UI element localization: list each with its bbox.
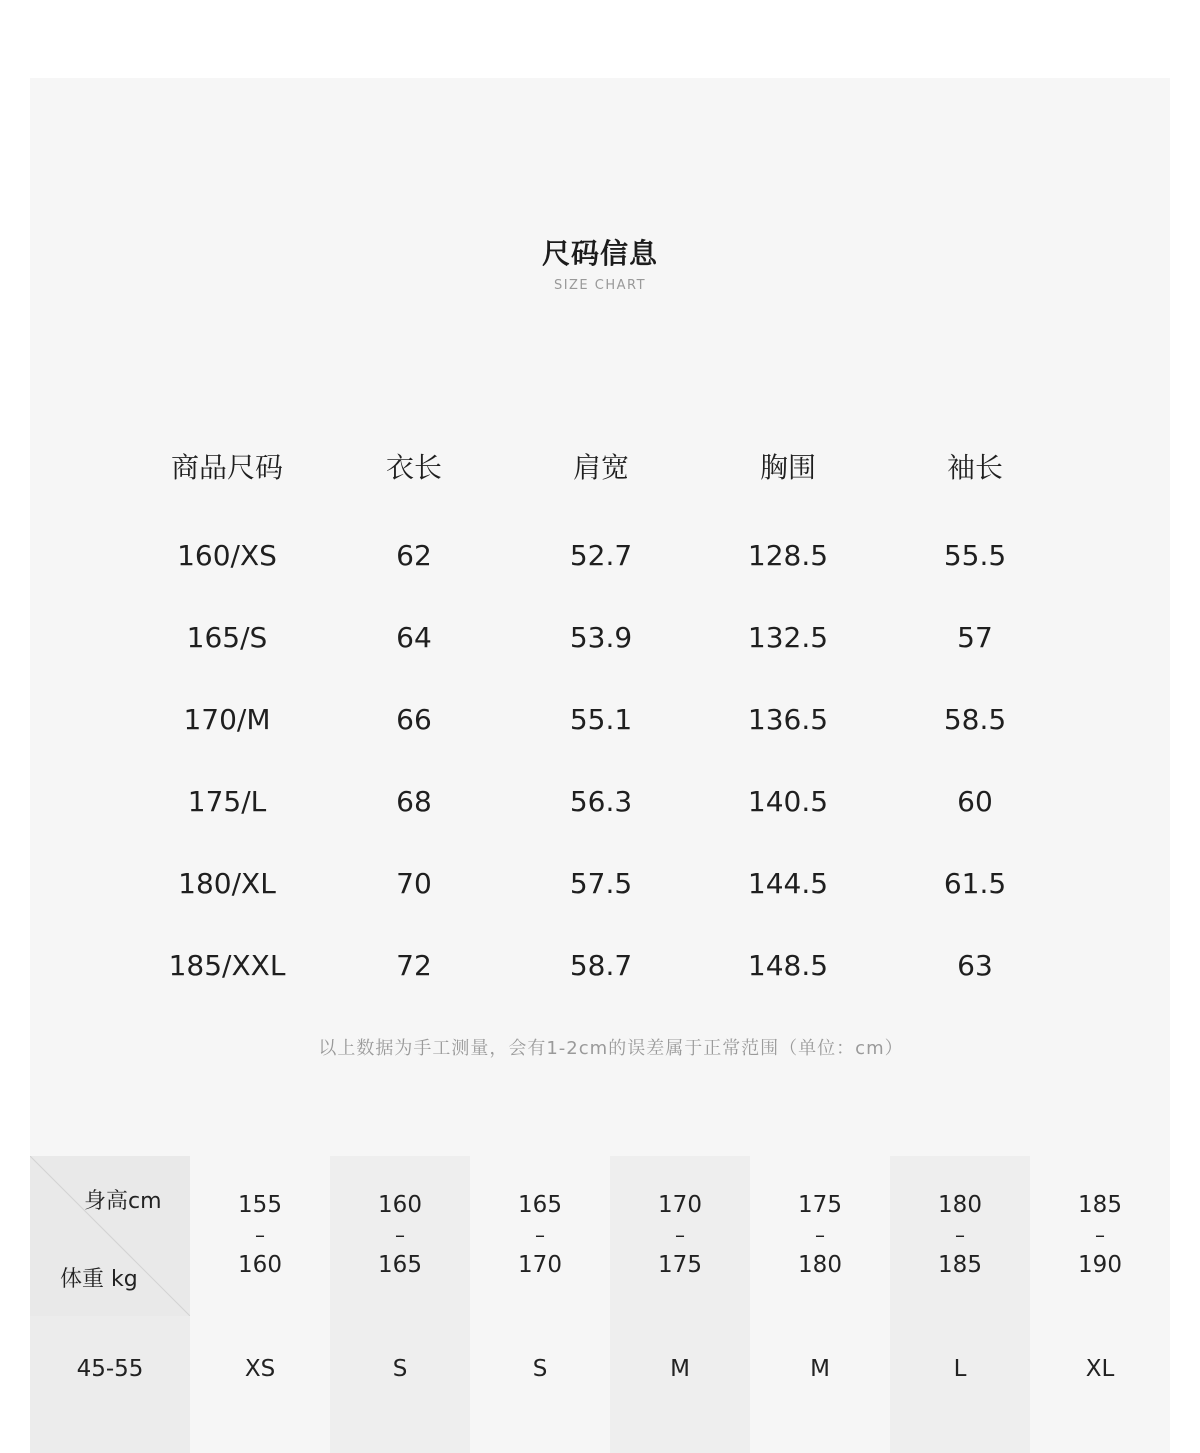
measurement-note: 以上数据为手工测量，会有1-2cm的误差属于正常范围（单位：cm） bbox=[318, 1038, 904, 1059]
recommended-size: S bbox=[392, 1356, 408, 1382]
height-column bbox=[1030, 1156, 1170, 1453]
table-cell: 60 bbox=[957, 785, 993, 818]
range-dash: – bbox=[535, 1223, 545, 1247]
recommended-size: XS bbox=[244, 1356, 276, 1382]
table-cell: 70 bbox=[396, 867, 432, 900]
column-header: 胸围 bbox=[759, 451, 816, 484]
table-row bbox=[132, 774, 1072, 830]
table-cell: 58.5 bbox=[943, 703, 1007, 736]
height-axis-label: 身高cm bbox=[84, 1189, 162, 1214]
corner-weight-bg bbox=[30, 1316, 190, 1453]
table-cell: 144.5 bbox=[747, 867, 829, 900]
table-cell: 160/XS bbox=[177, 539, 277, 572]
table-cell: 148.5 bbox=[747, 949, 829, 982]
table-row bbox=[132, 938, 1072, 994]
table-cell: 165/S bbox=[186, 621, 268, 654]
range-dash: – bbox=[675, 1223, 685, 1247]
table-cell: 170/M bbox=[183, 703, 271, 736]
recommended-size: S bbox=[532, 1356, 548, 1382]
table-cell: 128.5 bbox=[747, 539, 829, 572]
height-to: 160 bbox=[238, 1252, 282, 1278]
table-cell: 57 bbox=[957, 621, 993, 654]
table-cell: 132.5 bbox=[747, 621, 829, 654]
table-row bbox=[132, 856, 1072, 912]
height-column bbox=[610, 1156, 750, 1453]
recommended-size: M bbox=[810, 1356, 830, 1382]
table-cell: 66 bbox=[396, 703, 432, 736]
column-header: 肩宽 bbox=[572, 451, 629, 484]
table-cell: 62 bbox=[396, 539, 432, 572]
range-dash: – bbox=[255, 1223, 265, 1247]
height-to: 165 bbox=[378, 1252, 422, 1278]
height-range bbox=[890, 1190, 1030, 1280]
weight-axis-label: 体重 kg bbox=[60, 1267, 138, 1292]
height-from: 170 bbox=[658, 1192, 702, 1218]
height-column bbox=[750, 1156, 890, 1453]
table-cell: 68 bbox=[396, 785, 432, 818]
page-title: 尺码信息 bbox=[541, 237, 658, 270]
height-column bbox=[190, 1156, 330, 1453]
recommended-size: M bbox=[670, 1356, 690, 1382]
table-cell: 185/XXL bbox=[168, 949, 286, 982]
range-dash: – bbox=[815, 1223, 825, 1247]
height-range bbox=[750, 1190, 890, 1280]
table-cell: 58.7 bbox=[569, 949, 633, 982]
table-cell: 72 bbox=[396, 949, 432, 982]
table-cell: 57.5 bbox=[569, 867, 633, 900]
height-range bbox=[610, 1190, 750, 1280]
recommended-size: XL bbox=[1085, 1356, 1115, 1382]
column-header: 袖长 bbox=[946, 451, 1003, 484]
height-range bbox=[330, 1190, 470, 1280]
height-weight-reference-table bbox=[30, 1156, 1170, 1453]
height-from: 175 bbox=[798, 1192, 842, 1218]
height-from: 155 bbox=[238, 1192, 282, 1218]
table-cell: 55.1 bbox=[569, 703, 633, 736]
table-row bbox=[132, 610, 1072, 666]
height-to: 175 bbox=[658, 1252, 702, 1278]
height-column bbox=[330, 1156, 470, 1453]
table-cell: 175/L bbox=[187, 785, 267, 818]
corner-cell bbox=[30, 1156, 190, 1453]
table-cell: 136.5 bbox=[747, 703, 829, 736]
page-subtitle: SIZE CHART bbox=[553, 278, 647, 293]
height-column bbox=[890, 1156, 1030, 1453]
column-header: 衣长 bbox=[385, 451, 442, 484]
column-header: 商品尺码 bbox=[170, 451, 283, 484]
height-to: 170 bbox=[518, 1252, 562, 1278]
height-range bbox=[1030, 1190, 1170, 1280]
height-to: 180 bbox=[798, 1252, 842, 1278]
height-to: 185 bbox=[938, 1252, 982, 1278]
table-cell: 140.5 bbox=[747, 785, 829, 818]
table-row bbox=[132, 528, 1072, 584]
recommended-size: L bbox=[953, 1356, 967, 1382]
range-dash: – bbox=[1095, 1223, 1105, 1247]
table-cell: 52.7 bbox=[569, 539, 633, 572]
range-dash: – bbox=[395, 1223, 405, 1247]
height-from: 180 bbox=[938, 1192, 982, 1218]
height-column bbox=[470, 1156, 610, 1453]
height-to: 190 bbox=[1078, 1252, 1122, 1278]
table-cell: 180/XL bbox=[178, 867, 276, 900]
table-cell: 56.3 bbox=[569, 785, 633, 818]
table-cell: 55.5 bbox=[943, 539, 1007, 572]
height-range bbox=[470, 1190, 610, 1280]
height-from: 185 bbox=[1078, 1192, 1122, 1218]
range-dash: – bbox=[955, 1223, 965, 1247]
height-range bbox=[190, 1190, 330, 1280]
height-from: 165 bbox=[518, 1192, 562, 1218]
table-cell: 63 bbox=[957, 949, 993, 982]
height-from: 160 bbox=[378, 1192, 422, 1218]
table-cell: 64 bbox=[396, 621, 432, 654]
table-cell: 61.5 bbox=[943, 867, 1007, 900]
table-row bbox=[132, 692, 1072, 748]
size-table-header bbox=[132, 440, 1072, 496]
table-cell: 53.9 bbox=[569, 621, 633, 654]
weight-range: 45-55 bbox=[76, 1356, 144, 1382]
